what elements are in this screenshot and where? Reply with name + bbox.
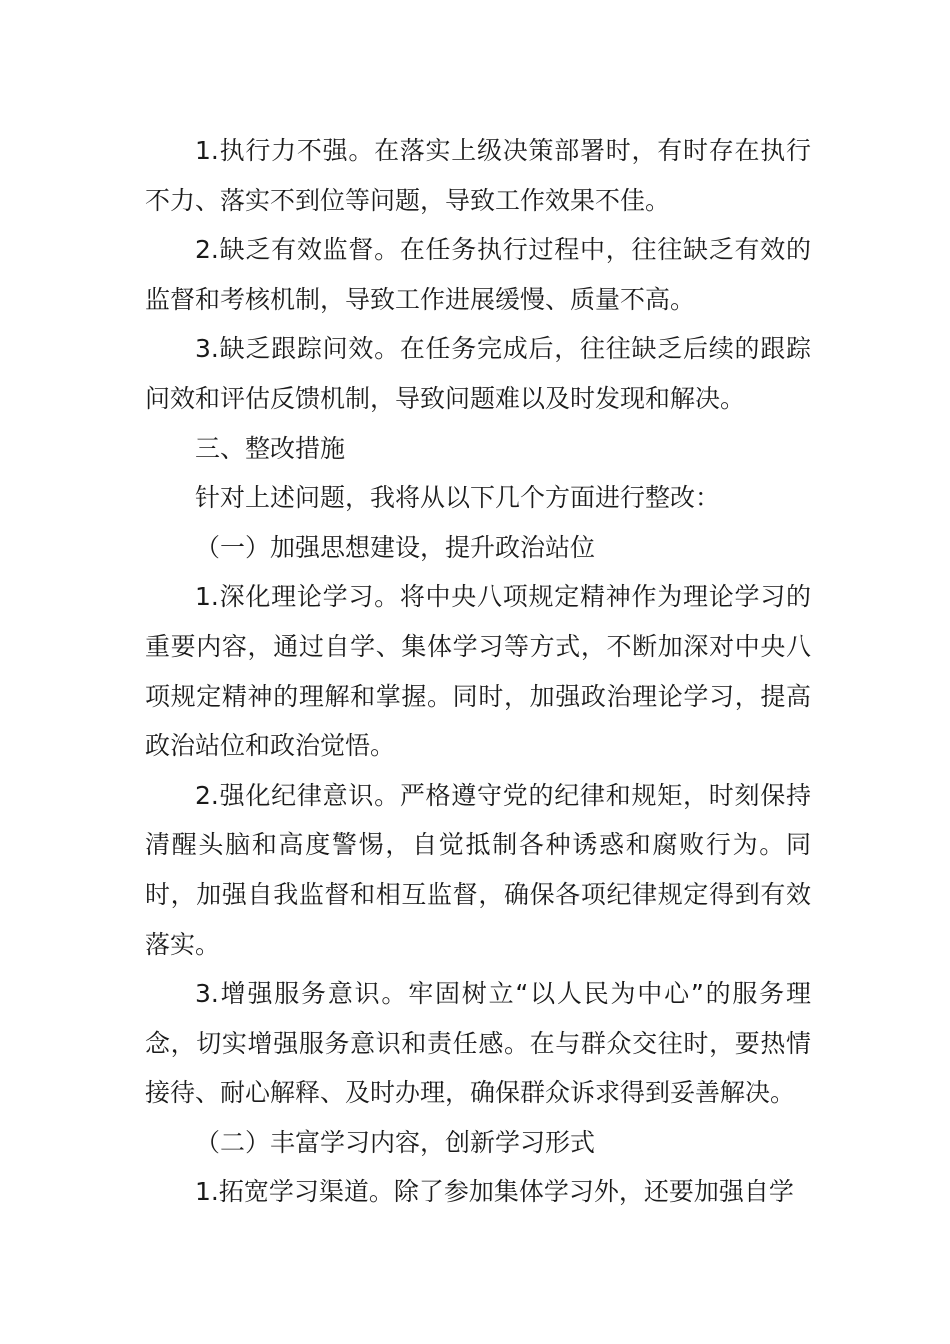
paragraph-measure-1-3: 3.增强服务意识。牢固树立“以人民为中心”的服务理念，切实增强服务意识和责任感。在与群众交往时，要热情接待、耐心解释、及时办理，确保群众诉求得到妥善解决。 <box>145 979 811 1108</box>
paragraph-problem-1: 1.执行力不强。在落实上级决策部署时，有时存在执行不力、落实不到位等问题，导致工作效果不佳。 <box>145 136 811 215</box>
paragraph-measure-1-2: 2.强化纪律意识。严格遵守党的纪律和规矩，时刻保持清醒头脑和高度警惕，自觉抵制各种诱惑和腐败行为。同时，加强自我监督和相互监督，确保各项纪律规定得到有效落实。 <box>145 780 811 959</box>
paragraph-measure-1-1: 1.深化理论学习。将中央八项规定精神作为理论学习的重要内容，通过自学、集体学习等方式，不断加深对中央八项规定精神的理解和掌握。同时，加强政治理论学习，提高政治站位和政治觉悟。 <box>145 582 811 761</box>
document-body <box>145 126 811 1217</box>
subsection-heading-1: （一）加强思想建设，提升政治站位 <box>195 532 596 562</box>
paragraph-problem-3: 3.缺乏跟踪问效。在任务完成后，往往缺乏后续的跟踪问效和评估反馈机制，导致问题难以及时发现和解决。 <box>145 334 811 413</box>
paragraph-problem-2: 2.缺乏有效监督。在任务执行过程中，往往缺乏有效的监督和考核机制，导致工作进展缓慢、质量不高。 <box>145 235 811 314</box>
section-heading-rectification: 三、整改措施 <box>195 433 346 463</box>
subsection-heading-2: （二）丰富学习内容，创新学习形式 <box>195 1127 596 1157</box>
paragraph-intro: 针对上述问题，我将从以下几个方面进行整改： <box>195 483 721 513</box>
paragraph-measure-2-1: 1.拓宽学习渠道。除了参加集体学习外，还要加强自学 <box>195 1177 794 1207</box>
